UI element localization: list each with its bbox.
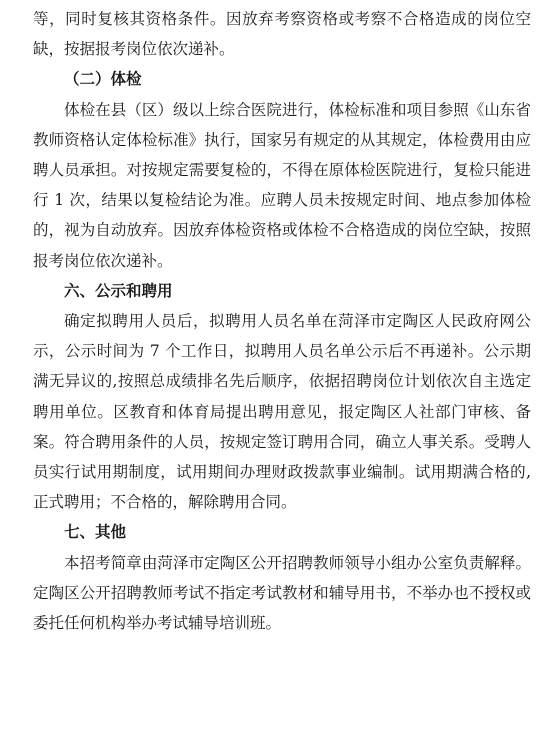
heading-other: 七、其他	[64, 523, 127, 542]
heading-physical-exam: （二）体检	[64, 70, 142, 89]
paragraph-other: 本招考简章由菏泽市定陶区公开招聘教师领导小组办公室负责解释。定陶区公开招聘教师考试不指定考试教材和辅导用书，不举办也不授权或委托任何机构举办考试辅导培训班。	[33, 553, 531, 633]
paragraph-review-continuation: 等，同时复核其资格条件。因放弃考察资格或考察不合格造成的岗位空缺，按据报考岗位依次递补。	[33, 10, 531, 59]
paragraph-publicity-hiring: 确定拟聘用人员后，拟聘用人员名单在菏泽市定陶区人民政府网公示，公示时间为 7 个工作日，拟聘用人员名单公示后不再递补。公示期满无异议的,按照总成绩排名先后顺序，依据招聘岗位计划依次自主选定聘用单位。区教育和体育局提出聘用意见，报定陶区人社部门审核、备案。符合聘用条件的人员，按规定签订聘用合同，确立人事关系。受聘人员实行试用期制度，试用期间办理财政拨款事业编制。试用期满合格的,正式聘用；不合格的，解除聘用合同。	[33, 312, 531, 512]
heading-publicity-hiring: 六、公示和聘用	[64, 281, 173, 300]
paragraph-physical-exam: 体检在县（区）级以上综合医院进行，体检标准和项目参照《山东省教师资格认定体检标准》执行，国家另有规定的从其规定，体检费用由应聘人员承担。对按规定需要复检的，不得在原体检医院进行，复检只能进行 1 次，结果以复检结论为准。应聘人员未按规定时间、地点参加体检的，视为自动放弃。因放弃体检资格或体检不合格造成的岗位空缺，按照报考岗位依次递补。	[33, 100, 531, 270]
